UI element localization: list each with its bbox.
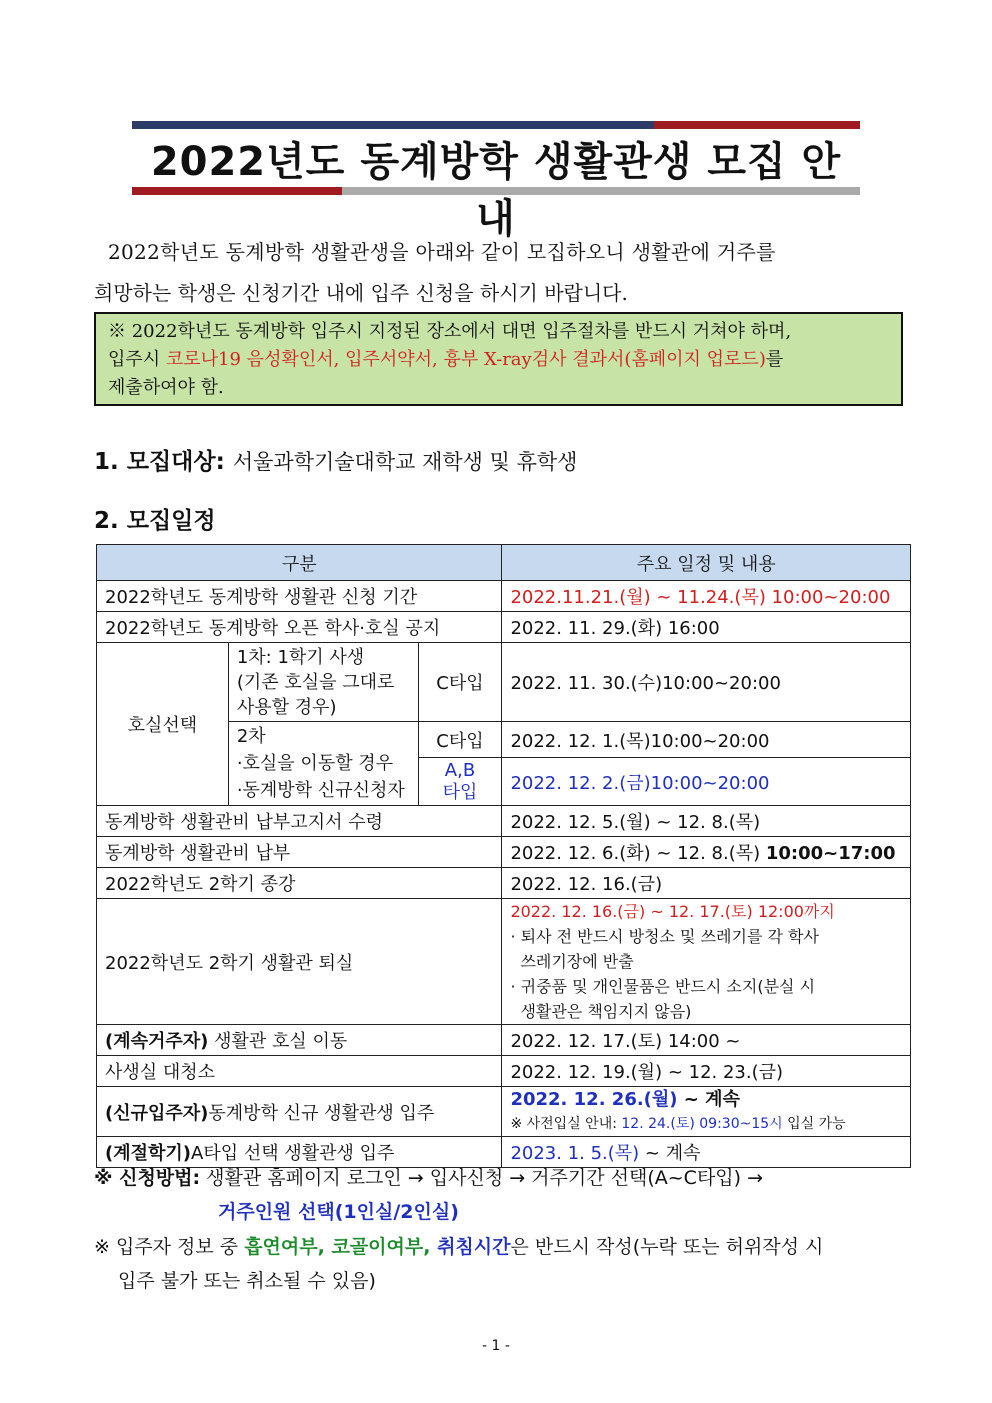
table-row: 동계방학 생활관비 납부 2022. 12. 6.(화) ~ 12. 8.(목) 10:00~17:00	[97, 837, 911, 868]
table-row: (계속거주자) 생활관 호실 이동 2022. 12. 17.(토) 14:00 ~	[97, 1025, 911, 1056]
required-documents: 코로나19 음성확인서, 입주서약서, 흉부 X-ray검사 결과서(홈페이지 업로드)	[165, 349, 766, 370]
intro-line-1: 2022학년도 동계방학 생활관생을 아래와 같이 모집하오니 생활관에 거주를	[108, 240, 776, 264]
title-bottom-bar-maroon	[132, 187, 342, 195]
room-select-cell: 호실선택	[97, 643, 229, 806]
notice-line-3: 제출하여야 함.	[108, 377, 224, 398]
table-row: (계절학기)A타입 선택 생활관생 입주 2023. 1. 5.(목) ~ 계속	[97, 1137, 911, 1168]
title-top-bar-navy	[132, 121, 654, 129]
table-row: A,B 타입 2022. 12. 2.(금)10:00~20:00	[97, 758, 911, 806]
page-title: 2022년도 동계방학 생활관생 모집 안내	[150, 139, 842, 242]
notice-line-2: 입주시 코로나19 음성확인서, 입주서약서, 흉부 X-ray검사 결과서(홈페이지 업로드)를	[108, 349, 784, 370]
table-row: 사생실 대청소 2022. 12. 19.(월) ~ 12. 23.(금)	[97, 1056, 911, 1087]
table-row: 2022학년도 2학기 생활관 퇴실 2022. 12. 16.(금) ~ 12. 17.(토) 12:00까지 · 퇴사 전 반드시 방청소 및 쓰레기를 각 학사 쓰레기장에 반출 · 귀중품 및 개인물품은 반드시 소지(분실 시 생활관은 책임지지 않음)	[97, 899, 911, 1025]
section-1-text: 서울과학기술대학교 재학생 및 휴학생	[232, 450, 578, 474]
notice-line-1: ※ 2022학년도 동계방학 입주시 지정된 장소에서 대면 입주절차를 반드시 거쳐야 하며,	[108, 321, 792, 342]
section-2-heading: 2. 모집일정	[94, 508, 216, 534]
table-row: 2022학년도 동계방학 생활관 신청 기간 2022.11.21.(월) ~ 11.24.(목) 10:00~20:00	[97, 581, 911, 612]
table-row: (신규입주자)동계방학 신규 생활관생 입주 2022. 12. 26.(월) ~ 계속 ※ 사전입실 안내: 12. 24.(토) 09:30~15시 입실 가능	[97, 1087, 911, 1137]
table-row: 2차 ·호실을 이동할 경우 ·동계방학 신규신청자 C타입 2022. 12. 1.(목)10:00~20:00	[97, 722, 911, 758]
intro-line-2: 희망하는 학생은 신청기간 내에 입주 신청을 하시기 바랍니다.	[94, 281, 628, 305]
title-top-bar-maroon	[654, 121, 860, 129]
header-category: 구분	[97, 545, 502, 581]
notice-box	[94, 312, 903, 406]
application-method: ※ 신청방법: 생활관 홈페이지 로그인 → 입사신청 → 거주기간 선택(A~C타입) → 거주인원 선택(1인실/2인실)	[94, 1167, 764, 1223]
table-row: 2022학년도 동계방학 오픈 학사·호실 공지 2022. 11. 29.(화) 16:00	[97, 612, 911, 643]
page-number: - 1 -	[482, 1338, 510, 1354]
header-schedule: 주요 일정 및 내용	[502, 545, 911, 581]
schedule-table	[96, 544, 911, 1168]
intro-paragraph	[94, 232, 914, 314]
table-header-row	[97, 545, 911, 581]
section-1-heading: 1. 모집대상: 서울과학기술대학교 재학생 및 휴학생	[94, 449, 578, 475]
table-row: 호실선택 1차: 1학기 사생 (기존 호실을 그대로 사용할 경우) C타입 2022. 11. 30.(수)10:00~20:00	[97, 643, 911, 722]
resident-info-note: ※ 입주자 정보 중 흡연여부, 코골이여부, 취침시간은 반드시 작성(누락 또는 허위작성 시 입주 불가 또는 취소될 수 있음)	[94, 1236, 824, 1292]
table-row: 동계방학 생활관비 납부고지서 수령 2022. 12. 5.(월) ~ 12. 8.(목)	[97, 806, 911, 837]
title-bottom-bar-gray	[342, 187, 860, 195]
table-row: 2022학년도 2학기 종강 2022. 12. 16.(금)	[97, 868, 911, 899]
